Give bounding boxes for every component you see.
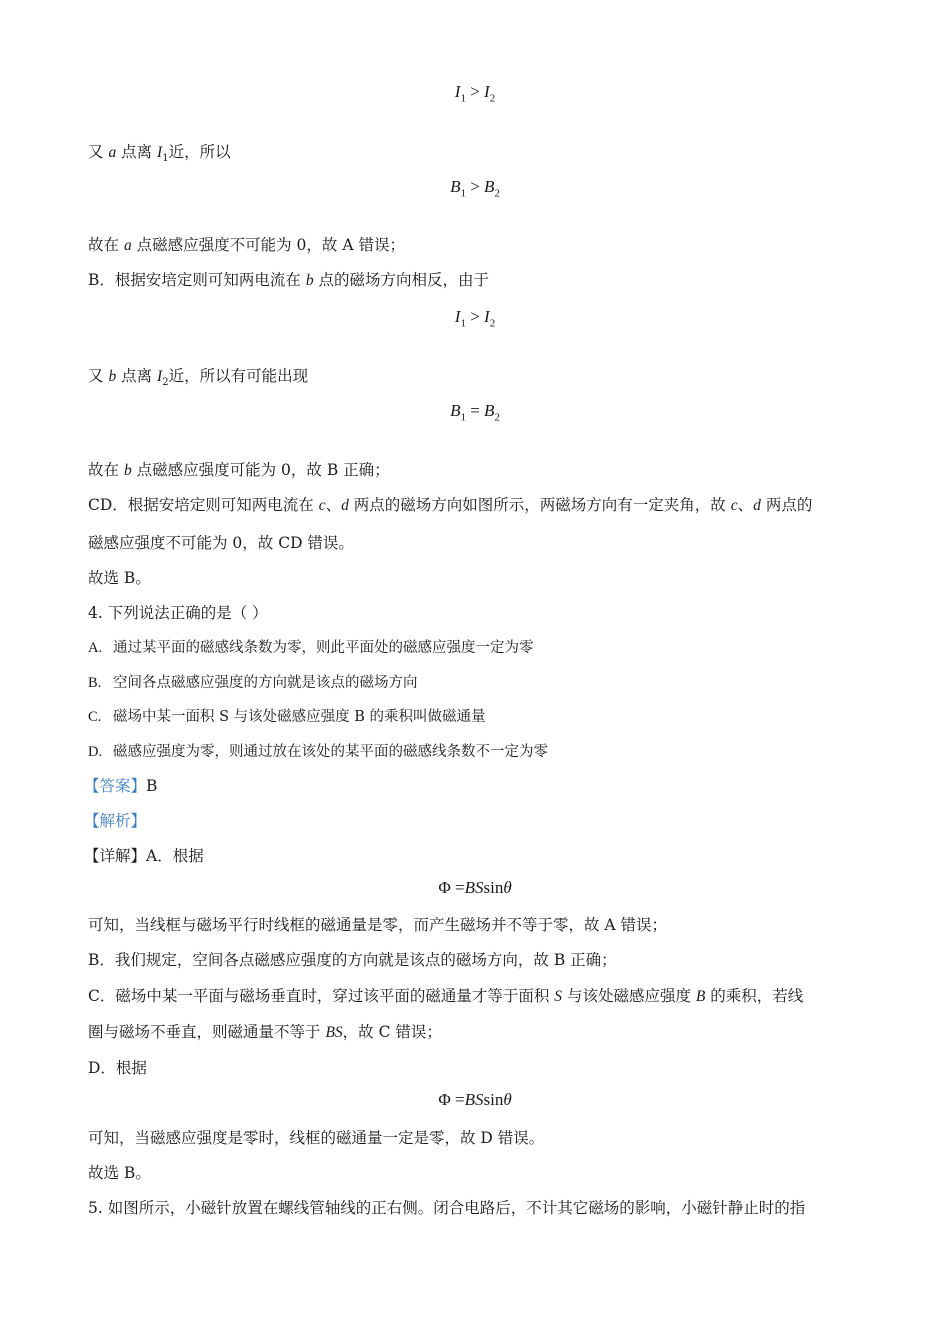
paragraph-d-basis: D．根据	[88, 1059, 147, 1077]
equation-b1-eq-b2: $B_1 = B_2$	[450, 401, 500, 424]
paragraph-d-wrong: 可知，当磁感应强度是零时，线框的磁通量一定是零，故 D 错误。	[88, 1129, 545, 1147]
paragraph-a-not-zero: 故在 a 点磁感应强度不可能为 0，故 A 错误；	[88, 236, 405, 254]
equation-flux: Φ =BSsinθ	[438, 878, 512, 897]
detail-line: 【详解】A．根据	[84, 847, 204, 865]
equation-i1-gt-i2-second: $I_1 > I_2$	[454, 307, 496, 330]
answer-line: 【答案】B	[84, 777, 158, 795]
paragraph-cd-wrong: 磁感应强度不可能为 0，故 CD 错误。	[88, 534, 354, 552]
paragraph-b-correct: 故在 b 点磁感应强度可能为 0，故 B 正确；	[88, 461, 390, 479]
question-4-stem: 4. 下列说法正确的是（ ）	[88, 604, 268, 622]
equation-i1-gt-i2: $I_1 > I_2$	[454, 82, 496, 105]
paragraph-c-part1: C．磁场中某一平面与磁场垂直时，穿过该平面的磁通量才等于面积 S 与该处磁感应强度 B 的乘积，若线	[88, 987, 804, 1005]
paragraph-b-right: B．我们规定，空间各点磁感应强度的方向就是该点的磁场方向，故 B 正确；	[88, 951, 617, 969]
option-d: D. 磁感应强度为零，则通过放在该处的某平面的磁感线条数不一定为零	[88, 744, 548, 760]
option-b: B. 空间各点磁感应强度的方向就是该点的磁场方向	[88, 675, 418, 691]
paragraph-cd-option: CD．根据安培定则可知两电流在 c、d 两点的磁场方向如图所示，两磁场方向有一定夹角，故 c、d 两点的	[88, 496, 813, 514]
equation-b1-gt-b2: $B_1 > B_2$	[450, 177, 500, 200]
paragraph-a-near-i1: 又 a 点离 $I_1$近，所以	[88, 143, 231, 165]
paragraph-c-part2: 圈与磁场不垂直，则磁通量不等于 BS，故 C 错误；	[88, 1023, 442, 1041]
equation-flux-second: Φ =BSsinθ	[438, 1090, 512, 1109]
answer-tag: 【答案】	[84, 777, 147, 795]
paragraph-q4-choose-b: 故选 B。	[88, 1164, 151, 1182]
option-a: A. 通过某平面的磁感线条数为零，则此平面处的磁感应强度一定为零	[88, 640, 534, 656]
paragraph-b-near-i2: 又 b 点离 $I_2$近，所以有可能出现	[88, 367, 309, 389]
analysis-tag: 【解析】	[84, 812, 147, 830]
option-c: C. 磁场中某一面积 S 与该处磁感应强度 B 的乘积叫做磁通量	[88, 709, 486, 725]
paragraph-b-option: B．根据安培定则可知两电流在 b 点的磁场方向相反，由于	[88, 271, 490, 289]
paragraph-choose-b: 故选 B。	[88, 569, 151, 587]
question-5-stem: 5. 如图所示，小磁针放置在螺线管轴线的正右侧。闭合电路后，不计其它磁场的影响，小磁针静止时的指	[88, 1199, 806, 1217]
paragraph-a-wrong: 可知，当线框与磁场平行时线框的磁通量是零，而产生磁场并不等于零，故 A 错误；	[88, 916, 668, 934]
